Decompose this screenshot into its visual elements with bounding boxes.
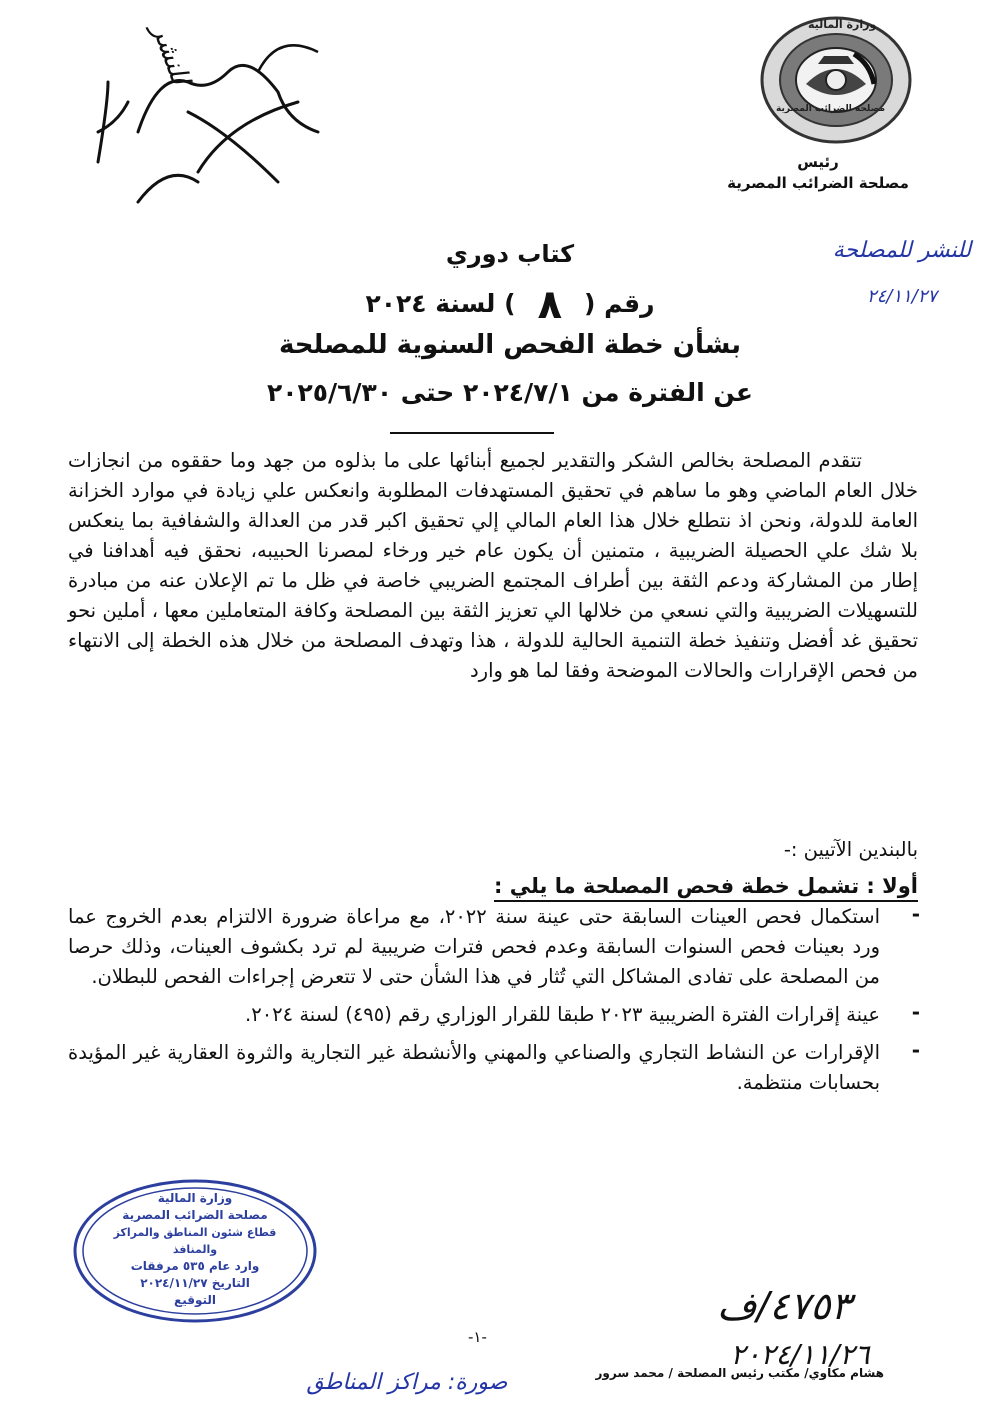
number-prefix: رقم ( (584, 289, 655, 318)
list-item (68, 1000, 918, 1030)
bullet-dash: - (911, 902, 920, 926)
seal-text-top: وزارة المالية (808, 18, 877, 31)
section-first (68, 874, 918, 1106)
list-item (68, 1038, 918, 1098)
document-period: عن الفترة من ٢٠٢٤/٧/١ حتى ٢٠٢٥/٦/٣٠ (267, 378, 753, 407)
body-text (68, 446, 918, 686)
stamp-line-authority: مصلحة الضرائب المصرية (122, 1208, 268, 1222)
header-title-president: رئيس (797, 153, 839, 171)
handwritten-signature-top-left (78, 12, 338, 212)
stamp-line-sector: قطاع شئون المناطق والمراكز والمنافذ (113, 1226, 277, 1256)
stamp-line-signature: التوقيع (174, 1293, 216, 1307)
seal-text-bottom: مصلحة الضرائب المصرية (776, 104, 886, 114)
number-suffix: ) لسنة ٢٠٢٤ (365, 289, 516, 318)
bullet-dash: - (911, 1038, 920, 1062)
handwritten-right-date: ٢٤/١١/٢٧ (866, 286, 938, 307)
list-item-text: الإقرارات عن النشاط التجاري والصناعي والمهني والأنشطة غير التجارية والثروة العقارية غير المؤيدة بحسابات منتظمة. (68, 1041, 880, 1094)
body-paragraph-tail: بالبندين الآتيين :- (783, 838, 918, 861)
title-divider (390, 432, 554, 434)
handwritten-right-text: للنشر للمصلحة (832, 238, 972, 263)
page-number: -١- (468, 1328, 487, 1346)
section-first-title (68, 874, 918, 898)
document-title: كتاب دوري (445, 240, 575, 268)
section-first-list (68, 902, 918, 1098)
tax-authority-seal-logo (758, 14, 914, 146)
list-item (68, 902, 918, 992)
handwritten-registration-number: ٤٧٥٣/ف (717, 1284, 851, 1328)
footer-signature-line: هشام مكاوي/ مكتب رئيس المصلحة / محمد سرور (595, 1366, 884, 1380)
list-item-text: عينة إقرارات الفترة الضريبية ٢٠٢٣ طبقا للقرار الوزاري رقم (٤٩٥) لسنة ٢٠٢٤. (245, 1003, 880, 1026)
body-paragraph: تتقدم المصلحة بخالص الشكر والتقدير لجميع أبنائها على ما بذلوه من جهد وما حققوه من انجازات خلال العام الماضي وهو ما ساهم في تحقيق المستهدفات المطلوبة وانعكس علي زيادة في موارد الخزانة العامة للدولة، ونحن اذ نتطلع خلال هذا العام المالي إلي تحقيق اكبر قدر من العدالة والشفافية بما ينعكس بلا شك علي الحصيلة الضريبية ، متمنين أن يكون عام خير ورخاء لمصرنا الحبيبه، نحقق فيه أهدافنا في إطار من المشاركة ودعم الثقة بين أطراف المجتمع الضريبي خاصة في ظل ما تم الإعلان عنه من مبادرة للتسهيلات الضريبية والتي نسعي من خلالها الي تعزيز الثقة بين المصلحة وكافة المتعاملين معها ، أملين نحو تحقيق غد أفضل وتنفيذ خطة التنمية الحالية للدولة ، هذا وتهدف المصلحة من خلال هذه الخطة إلى الانتهاء من فحص الإقرارات والحالات الموضحة وفقا لما هو وارد (68, 449, 918, 682)
bullet-dash: - (911, 1000, 920, 1024)
stamp-line-incoming: وارد عام ٥٣٥ مرفقات (130, 1259, 260, 1273)
list-item-text: استكمال فحص العينات السابقة حتى عينة سنة ٢٠٢٢، مع مراعاة ضرورة الالتزام بعدم الخروج عما ورد بعينات فحص السنوات السابقة وعدم فحص فترات ضريبية لم ترد بكشوف العينات، وذلك حرصا من المصلحة على تفادى المشاكل التي تُثار في هذا الشأن حتى لا تتعرض إجراءات الفحص للبطلان. (68, 905, 880, 988)
circular-number: ٨ (537, 282, 562, 328)
section-first-title-text: أولا : تشمل خطة فحص المصلحة ما يلي : (494, 874, 918, 902)
header-title-authority: مصلحة الضرائب المصرية (727, 174, 909, 192)
document-number-line (150, 282, 870, 328)
handwritten-registration-date: ٢٠٢٤/١١/٢٦ (730, 1338, 870, 1371)
stamp-line-ministry: وزارة المالية (157, 1191, 233, 1205)
handwritten-note-top-left: للنشر (145, 20, 196, 89)
received-stamp (70, 1176, 320, 1326)
document-subject: بشأن خطة الفحص السنوية للمصلحة (279, 330, 741, 360)
stamp-line-date: التاريخ ٢٠٢٤/١١/٢٧ (140, 1276, 250, 1290)
handwritten-note-bottom: صورة: مراكز المناطق (306, 1370, 508, 1395)
